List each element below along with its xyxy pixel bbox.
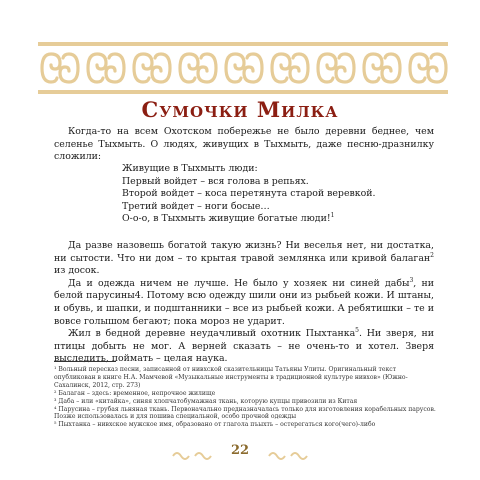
- ornament-scroll-icon: [272, 54, 308, 82]
- story-title: Сумочки Милка: [141, 97, 339, 122]
- paragraph-2-text: Да разве назовешь богатой такую жизнь? Ни веселья нет, ни достатка, ни сытости. Что ни дом – то крытая травой землянка или кривой балаган: [54, 240, 434, 264]
- paragraph-2-tail: из досок.: [54, 265, 100, 277]
- footnote-2: ² Балаган – здесь: временное, непрочное жилище: [54, 389, 216, 397]
- paragraph-intro: Когда-то на всем Охотском побережье не было деревни беднее, чем селенье Тыхмыть. О людях, живущих в Тыхмыть, даже песню-дразнилку сложили:: [54, 126, 434, 163]
- paragraph-4-text: Жил в бедной деревне неудачливый охотник Пыхтанка: [68, 328, 356, 340]
- ornament-scroll-icon: [318, 54, 354, 82]
- ornament-scroll-icon: [42, 54, 78, 82]
- decorative-ornament-band: [38, 42, 448, 94]
- footnote-divider: [54, 361, 116, 362]
- paragraph-3-text: Да и одежда ничем не лучше. Не было у хозяек ни синей дабы: [68, 277, 410, 289]
- paragraph-3-tail: , ни белой парусины4. Потому всю одежду шили они из рыбьей кожи. И штаны, и обувь, и шапки, и подштанники – все из рыбьей кожи. А ребятишки – те и вовсе голышом бегают; пока мороз не ударит.: [54, 277, 434, 327]
- footnote-ref-5: 5: [355, 327, 359, 335]
- footnote-1: ¹ Вольный пересказ песни, записанной от нивхской сказительницы Татьяны Улиты. Оригинальный текст опубликован в книге Н.А. Мамчевой «Музыкальные инструменты в традиционной культуре нивхов» (Южно-Сахалинск, 2012, стр. 273): [54, 366, 408, 389]
- poem-block: [122, 163, 376, 226]
- footnote-ref-3: 3: [409, 276, 414, 284]
- footnotes: [54, 366, 438, 429]
- ornament-scroll-icon: [226, 54, 262, 82]
- ornament-scroll-icon: [134, 54, 170, 82]
- poem-line-1: Живущие в Тыхмыть люди:: [122, 163, 258, 174]
- footnote-ref-1: 1: [330, 212, 335, 220]
- poem-line-5: [122, 213, 376, 226]
- footnote-ref-2: 2: [430, 251, 434, 259]
- poem-line-3: Второй войдет – коса перетянута старой веревкой.: [122, 188, 376, 200]
- poem-line-2: Первый войдет – вся голова в репьях.: [122, 175, 309, 187]
- body-paragraph-1: [54, 126, 434, 164]
- paragraph-3: [54, 278, 434, 328]
- ornament-scroll-icon: [88, 54, 124, 82]
- ornament-scroll-icon: [180, 54, 216, 82]
- footnote-4: ⁴ Парусина – грубая льняная ткань. Первоначально предназначалась только для изготовления корабельных парусов. Позже использовалась и для пошива специальной, особо прочной одежды: [54, 405, 436, 421]
- footnote-5: ⁵ Пыхтанка – нивхское мужское имя, образовано от глагола пъыхть – остерегаться кого(чего)-либо: [54, 421, 376, 429]
- footnote-3: ³ Даба – или «китайка», синяя хлопчатобумажная ткань, которую купцы привозили из Китая: [54, 397, 358, 405]
- paragraph-2: [54, 240, 434, 278]
- ornament-pattern-icon: [38, 42, 448, 94]
- paragraph-4-tail: . Ни зверя, ни птицы добыть не мог. А верней сказать – не очень-то и хотел. Зверя выследить, поймать – целая наука.: [54, 328, 434, 365]
- body-paragraphs: [54, 240, 434, 366]
- ornament-scroll-icon: [410, 54, 446, 82]
- ornament-scroll-icon: [364, 54, 400, 82]
- page-number: 22: [230, 443, 250, 458]
- poem-line-4: Третий войдет – ноги босые…: [122, 200, 270, 212]
- poem-line-5-text: О-о-о, в Тыхмыть живущие богатые люди!: [122, 213, 331, 225]
